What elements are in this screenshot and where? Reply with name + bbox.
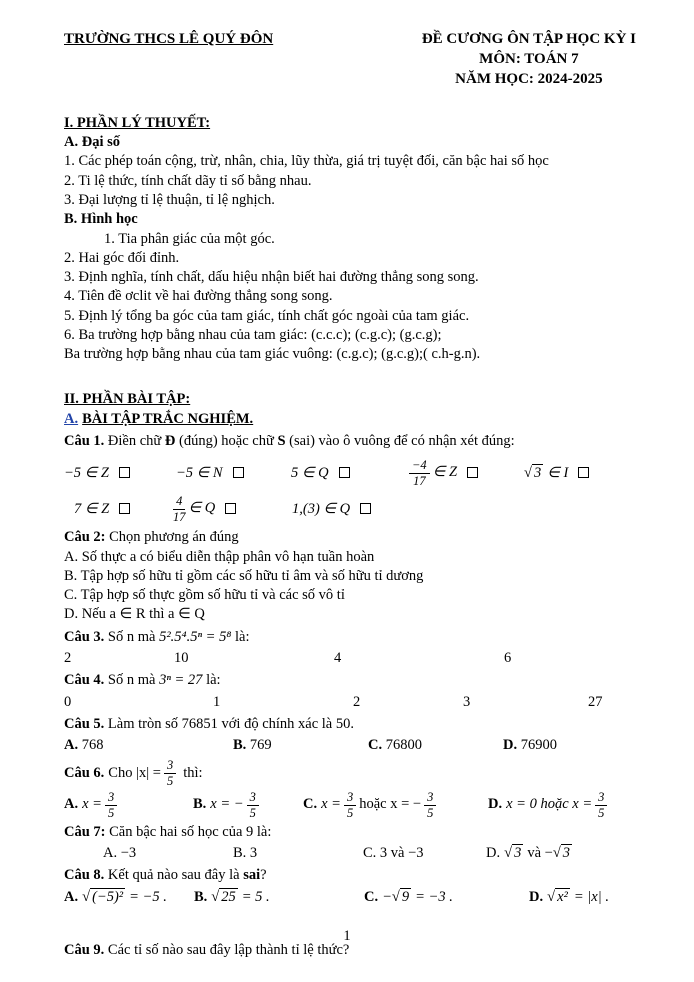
school-name: TRƯỜNG THCS LÊ QUÝ ĐÔN: [64, 31, 274, 47]
option: C. x = $\frac{3}{5}$ hoặc x = − $\frac{3}{5}$: [303, 790, 488, 820]
geometry-item: 3. Định nghĩa, tính chất, dấu hiệu nhận biết hai đường thẳng song song.: [64, 269, 479, 286]
sqrt-expression: √ 9: [391, 888, 410, 905]
fraction: $\frac{3}{5}$: [424, 790, 436, 820]
question-text: Cho |x| =: [108, 764, 161, 781]
question-label: Câu 8.: [64, 867, 105, 884]
radical-sign: √: [524, 464, 532, 481]
answer-choice: 0: [64, 693, 72, 710]
answer-box: [233, 467, 244, 478]
question-text: (sai) vào ô vuông để có nhận xét đúng:: [285, 433, 515, 450]
algebra-item: 1. Các phép toán cộng, trừ, nhân, chia, lũy thừa, giá trị tuyệt đối, căn bậc hai số học: [64, 153, 549, 170]
option: C. Tập hợp số thực gồm số hữu tỉ và các số vô tỉ: [64, 587, 345, 604]
question-text: Làm tròn số 76851 với độ chính xác là 50.: [107, 715, 354, 732]
radical-sign: √: [82, 888, 91, 905]
question-3: [64, 628, 636, 669]
option-letter: A.: [64, 796, 79, 813]
radical-sign: √: [552, 845, 561, 862]
subsection-letter: A.: [64, 410, 79, 427]
question-5-text: [64, 715, 636, 734]
answer-choice: 1: [213, 693, 221, 710]
question-text-bold: sai: [243, 867, 261, 884]
option-letter: D.: [486, 845, 501, 862]
math-expression: ∈ I: [547, 464, 569, 481]
question-6: [64, 758, 636, 820]
algebra-item: 2. Ti lệ thức, tính chất dãy tỉ số bằng nhau.: [64, 172, 312, 189]
question-8-text: [64, 866, 636, 885]
math-expression: ∈ Q: [188, 500, 216, 517]
doc-subject: MÔN: TOÁN 7: [479, 50, 579, 67]
option: D. x = 0 hoặc x = $\frac{3}{5}$: [488, 790, 636, 820]
header-title-block: [422, 30, 636, 90]
answer-choice: 4: [334, 650, 342, 666]
question-label: Câu 1.: [64, 433, 105, 450]
answer-choice: 27: [588, 693, 603, 710]
question-text: là:: [234, 628, 250, 645]
answer-box: [119, 467, 130, 478]
doc-title: ĐỀ CƯƠNG ÔN TẬP HỌC KỲ I: [421, 31, 636, 47]
q1-answer-row-1: [64, 457, 636, 489]
option: D. Nếu a ∈ R thì a ∈ Q: [64, 606, 205, 623]
q3-answer-row: [64, 649, 636, 668]
radical-sign: √: [504, 845, 513, 862]
q1-statement: [64, 464, 176, 483]
subsection-title: BÀI TẬP TRẮC NGHIỆM.: [82, 410, 254, 427]
geometry-item: 5. Định lý tổng ba góc của tam giác, tính chất góc ngoài của tam giác.: [64, 307, 470, 324]
answer-box: [360, 503, 371, 514]
question-text: (đúng) hoặc chữ: [175, 433, 278, 450]
geometry-item: 4. Tiên đề ơclit về hai đường thẳng song song.: [64, 288, 333, 305]
question-text-bold: S: [277, 433, 286, 450]
question-text: Chọn phương án đúng: [109, 529, 239, 546]
sqrt-expression: √ 3: [524, 464, 542, 481]
answer-choice: 10: [174, 650, 189, 666]
option: D. √ 3 và −√ 3: [486, 845, 571, 862]
q6-option-row: [64, 790, 636, 820]
page-number: 1: [343, 927, 351, 944]
fraction: $\frac{3}{5}$: [595, 790, 607, 820]
math-expression: 5².5⁴.5ⁿ = 5⁸: [159, 628, 232, 645]
question-label: Câu 3.: [64, 628, 105, 645]
option: B. 3: [233, 845, 258, 862]
option-letter: B.: [194, 888, 208, 905]
sqrt-expression: √ 3: [552, 845, 571, 862]
fraction: $\frac{4}{17}$: [173, 494, 186, 524]
question-1: [64, 432, 636, 525]
question-label: Câu 6.: [64, 764, 105, 781]
sqrt-expression: √ 3: [504, 845, 522, 862]
question-text: Điền chữ: [107, 433, 165, 450]
question-1-text: [64, 432, 636, 451]
answer-choice: 2: [64, 650, 72, 666]
algebra-heading: A. Đại số: [64, 134, 120, 151]
question-text: là:: [206, 672, 221, 689]
exercises-section: [64, 390, 636, 429]
question-label: Câu 9.: [64, 942, 105, 959]
theory-section: [64, 114, 636, 365]
answer-box: [339, 467, 350, 478]
question-2-text: [64, 528, 636, 547]
question-4: [64, 671, 636, 712]
option: C. 76800: [368, 737, 422, 754]
question-label: Câu 2:: [64, 529, 106, 546]
question-3-text: [64, 628, 636, 647]
geometry-item: Ba trường hợp bằng nhau của tam giác vuông: (c.g.c); (g.c.g);( c.h-g.n).: [64, 346, 481, 363]
sqrt-expression: √ (−5)²: [82, 888, 124, 905]
section-1-heading: I. PHẦN LÝ THUYẾT:: [64, 114, 211, 131]
sqrt-expression: √ x²: [547, 888, 568, 905]
algebra-item: 3. Đại lượng tỉ lệ thuận, tỉ lệ nghịch.: [64, 191, 275, 208]
math-expression: ∈ Z: [432, 464, 458, 481]
option-letter: D.: [488, 796, 503, 813]
section-2-heading: II. PHẦN BÀI TẬP:: [64, 391, 191, 408]
option: D. 76900: [503, 737, 557, 754]
question-6-text: [64, 758, 636, 788]
document-header: [64, 30, 636, 90]
math-expression: 7 ∈ Z: [74, 500, 110, 517]
option-letter: C.: [364, 888, 379, 905]
question-text: Số n mà: [107, 672, 156, 689]
fraction: $\frac{3}{5}$: [105, 790, 117, 820]
option-letter: C.: [303, 796, 318, 813]
option-letter: A.: [64, 888, 79, 905]
option: B. 769: [233, 737, 272, 754]
question-8: [64, 866, 636, 907]
geometry-item: 2. Hai góc đối đỉnh.: [64, 249, 180, 266]
q4-answer-row: [64, 693, 636, 712]
option-letter: A.: [64, 737, 79, 754]
option: A. 768: [64, 737, 104, 754]
answer-choice: 6: [504, 650, 512, 666]
option-letter: B.: [233, 737, 247, 754]
math-expression: 1,(3) ∈ Q: [292, 500, 351, 517]
option: B. x = − $\frac{3}{5}$: [193, 790, 303, 820]
option-letter: D.: [529, 888, 544, 905]
fraction: $\frac{3}{5}$: [344, 790, 356, 820]
question-text: ?: [260, 867, 267, 884]
math-expression: −5 ∈ N: [176, 464, 223, 481]
q1-statement: [406, 458, 524, 488]
q1-answer-row-2: [64, 493, 636, 525]
option: C. 3 và −3: [363, 845, 424, 862]
option: B. √ 25 = 5 .: [194, 888, 270, 905]
q1-statement: [176, 464, 291, 483]
answer-choice: 2: [353, 693, 361, 710]
option-letter: D.: [503, 737, 518, 754]
question-label: Câu 5.: [64, 715, 105, 732]
answer-choice: 3: [463, 693, 471, 710]
question-text: thì:: [183, 764, 203, 781]
answer-box: [467, 467, 478, 478]
question-5: [64, 715, 636, 756]
q1-statement: [292, 500, 636, 519]
q7-option-row: [64, 844, 636, 863]
question-text-bold: Đ: [164, 433, 176, 450]
q1-statement: [291, 464, 406, 483]
question-text: Kết quả nào sau đây là: [107, 867, 240, 884]
radical-sign: √: [211, 888, 220, 905]
option: A. x = $\frac{3}{5}$: [64, 790, 193, 820]
question-label: Câu 4.: [64, 672, 105, 689]
math-expression: 5 ∈ Q: [291, 464, 329, 481]
q1-statement: [524, 464, 636, 483]
option-letter: C.: [368, 737, 383, 754]
answer-box: [119, 503, 130, 514]
fraction: $\frac{3}{5}$: [164, 758, 176, 788]
q8-option-row: [64, 888, 636, 907]
question-text: Các tỉ số nào sau đây lập thành tỉ lệ thức?: [107, 942, 350, 959]
q1-statement: [170, 494, 292, 524]
option: A. −3: [103, 845, 137, 862]
q5-option-row: [64, 736, 636, 755]
geometry-item: 6. Ba trường hợp bằng nhau của tam giác: (c.c.c); (c.g.c); (g.c.g);: [64, 326, 442, 343]
math-expression: 3ⁿ = 27: [159, 672, 203, 689]
fraction: $\frac{-4}{17}$: [409, 458, 430, 488]
question-7-text: [64, 823, 636, 842]
answer-box: [578, 467, 589, 478]
math-expression: −5 ∈ Z: [64, 464, 109, 481]
option: D. √ x² = |x| .: [529, 888, 609, 905]
option-letter: B.: [193, 796, 207, 813]
doc-year: NĂM HỌC: 2024-2025: [455, 70, 603, 87]
radical-sign: √: [391, 888, 400, 905]
option: A. √ (−5)² = −5 .: [64, 888, 167, 905]
geometry-item: 1. Tia phân giác của một góc.: [104, 230, 275, 247]
question-4-text: [64, 671, 636, 690]
option: B. Tập hợp số hữu tỉ gồm các số hữu tỉ âm và số hữu tỉ dương: [64, 567, 424, 584]
option: A. Số thực a có biểu diễn thập phân vô hạn tuần hoàn: [64, 548, 375, 565]
question-text: Số n mà: [107, 628, 156, 645]
question-7: [64, 823, 636, 864]
answer-box: [225, 503, 236, 514]
fraction: $\frac{3}{5}$: [247, 790, 259, 820]
question-2: [64, 528, 636, 624]
question-label: Câu 7:: [64, 823, 106, 840]
sqrt-expression: √ 25: [211, 888, 236, 905]
radical-sign: √: [547, 888, 556, 905]
option: C. −√ 9 = −3 .: [364, 888, 453, 905]
q1-statement: [74, 500, 170, 519]
geometry-heading: B. Hình học: [64, 211, 138, 228]
subsection-heading: [64, 410, 636, 429]
question-text: Căn bậc hai số học của 9 là:: [109, 823, 272, 840]
